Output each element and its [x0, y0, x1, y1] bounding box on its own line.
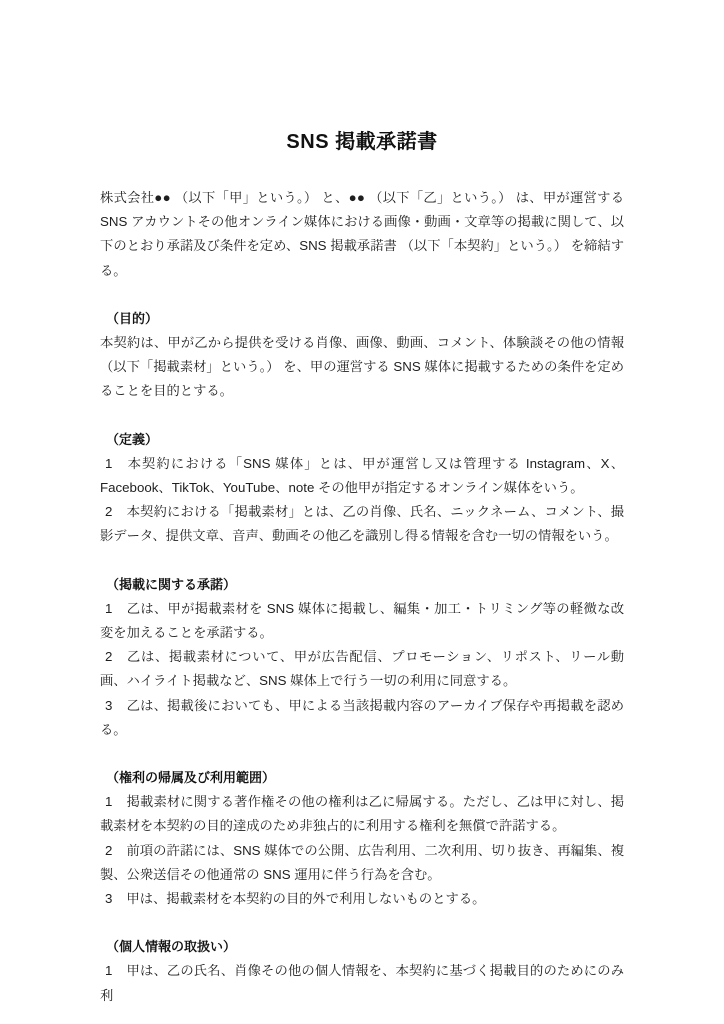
document-body — [100, 186, 624, 1008]
item-text: 前項の許諾には、SNS 媒体での公開、広告利用、二次利用、切り抜き、再編集、複製、公衆送信その他通常の SNS 運用に伴う行為を含む。 — [100, 842, 624, 882]
item-number: 1 — [105, 794, 113, 810]
item-number: 3 — [105, 697, 113, 713]
section-definitions — [100, 428, 624, 549]
numbered-item — [100, 839, 624, 887]
section-heading: （個人情報の取扱い） — [106, 939, 237, 955]
section-heading: （目的） — [106, 310, 159, 326]
item-text: 甲は、掲載素材を本契約の目的外で利用しないものとする。 — [126, 891, 486, 907]
section-paragraph: 本契約は、甲が乙から提供を受ける肖像、画像、動画、コメント、体験談その他の情報（以下「掲載素材」という。） を、甲の運営する SNS 媒体に掲載するための条件を定めることを目的とする。 — [100, 335, 624, 399]
item-number: 3 — [105, 891, 113, 907]
section-heading: （定義） — [106, 431, 159, 447]
item-number: 2 — [105, 649, 113, 665]
item-text: 掲載素材に関する著作権その他の権利は乙に帰属する。ただし、乙は甲に対し、掲載素材を本契約の目的達成のため非独占的に利用する権利を無償で許諾する。 — [100, 794, 624, 834]
numbered-item — [100, 452, 624, 500]
item-text: 乙は、掲載後においても、甲による当該掲載内容のアーカイブ保存や再掲載を認める。 — [100, 697, 624, 737]
numbered-item — [100, 694, 624, 742]
item-number: 1 — [105, 963, 113, 979]
item-number: 1 — [105, 455, 113, 471]
item-text: 乙は、甲が掲載素材を SNS 媒体に掲載し、編集・加工・トリミング等の軽微な改変を加えることを承諾する。 — [100, 600, 624, 641]
numbered-item — [100, 597, 624, 645]
numbered-item — [100, 959, 624, 1007]
item-text: 乙は、掲載素材について、甲が広告配信、プロモーション、リポスト、リール動画、ハイライト掲載など、SNS 媒体上で行う一切の利用に同意する。 — [100, 649, 624, 689]
section-heading: （掲載に関する承諾） — [106, 576, 237, 592]
section-personal-information — [100, 935, 624, 1008]
section-posting-consent — [100, 573, 624, 742]
preamble-paragraph: 株式会社●● （以下「甲」という。） と、●● （以下「乙」という。） は、甲が運営する SNS アカウントその他オンライン媒体における画像・動画・文章等の掲載に関して、以下のとおり承諾及び条件を定め、SNS 掲載承諾書 （以下「本契約」という。） を締結する。 — [100, 190, 624, 278]
item-number: 2 — [105, 504, 113, 520]
numbered-item — [100, 500, 624, 548]
section-rights-scope — [100, 766, 624, 911]
page-title: SNS 掲載承諾書 — [286, 131, 438, 153]
item-number: 2 — [105, 842, 113, 858]
numbered-item — [100, 887, 624, 911]
item-text: 甲は、乙の氏名、肖像その他の個人情報を、本契約に基づく掲載目的のためにのみ利 — [100, 963, 624, 1003]
section-purpose — [100, 307, 624, 404]
item-number: 1 — [105, 600, 113, 616]
numbered-item — [100, 790, 624, 838]
numbered-item — [100, 645, 624, 693]
item-text: 本契約における「SNS 媒体」とは、甲が運営し又は管理する Instagram、X、Facebook、TikTok、YouTube、note その他甲が指定するオンライン媒体をいう。 — [100, 455, 624, 496]
section-heading: （権利の帰属及び利用範囲） — [106, 770, 276, 786]
item-text: 本契約における「掲載素材」とは、乙の肖像、氏名、ニックネーム、コメント、撮影データ、提供文章、音声、動画その他乙を識別し得る情報を含む一切の情報をいう。 — [100, 504, 624, 544]
